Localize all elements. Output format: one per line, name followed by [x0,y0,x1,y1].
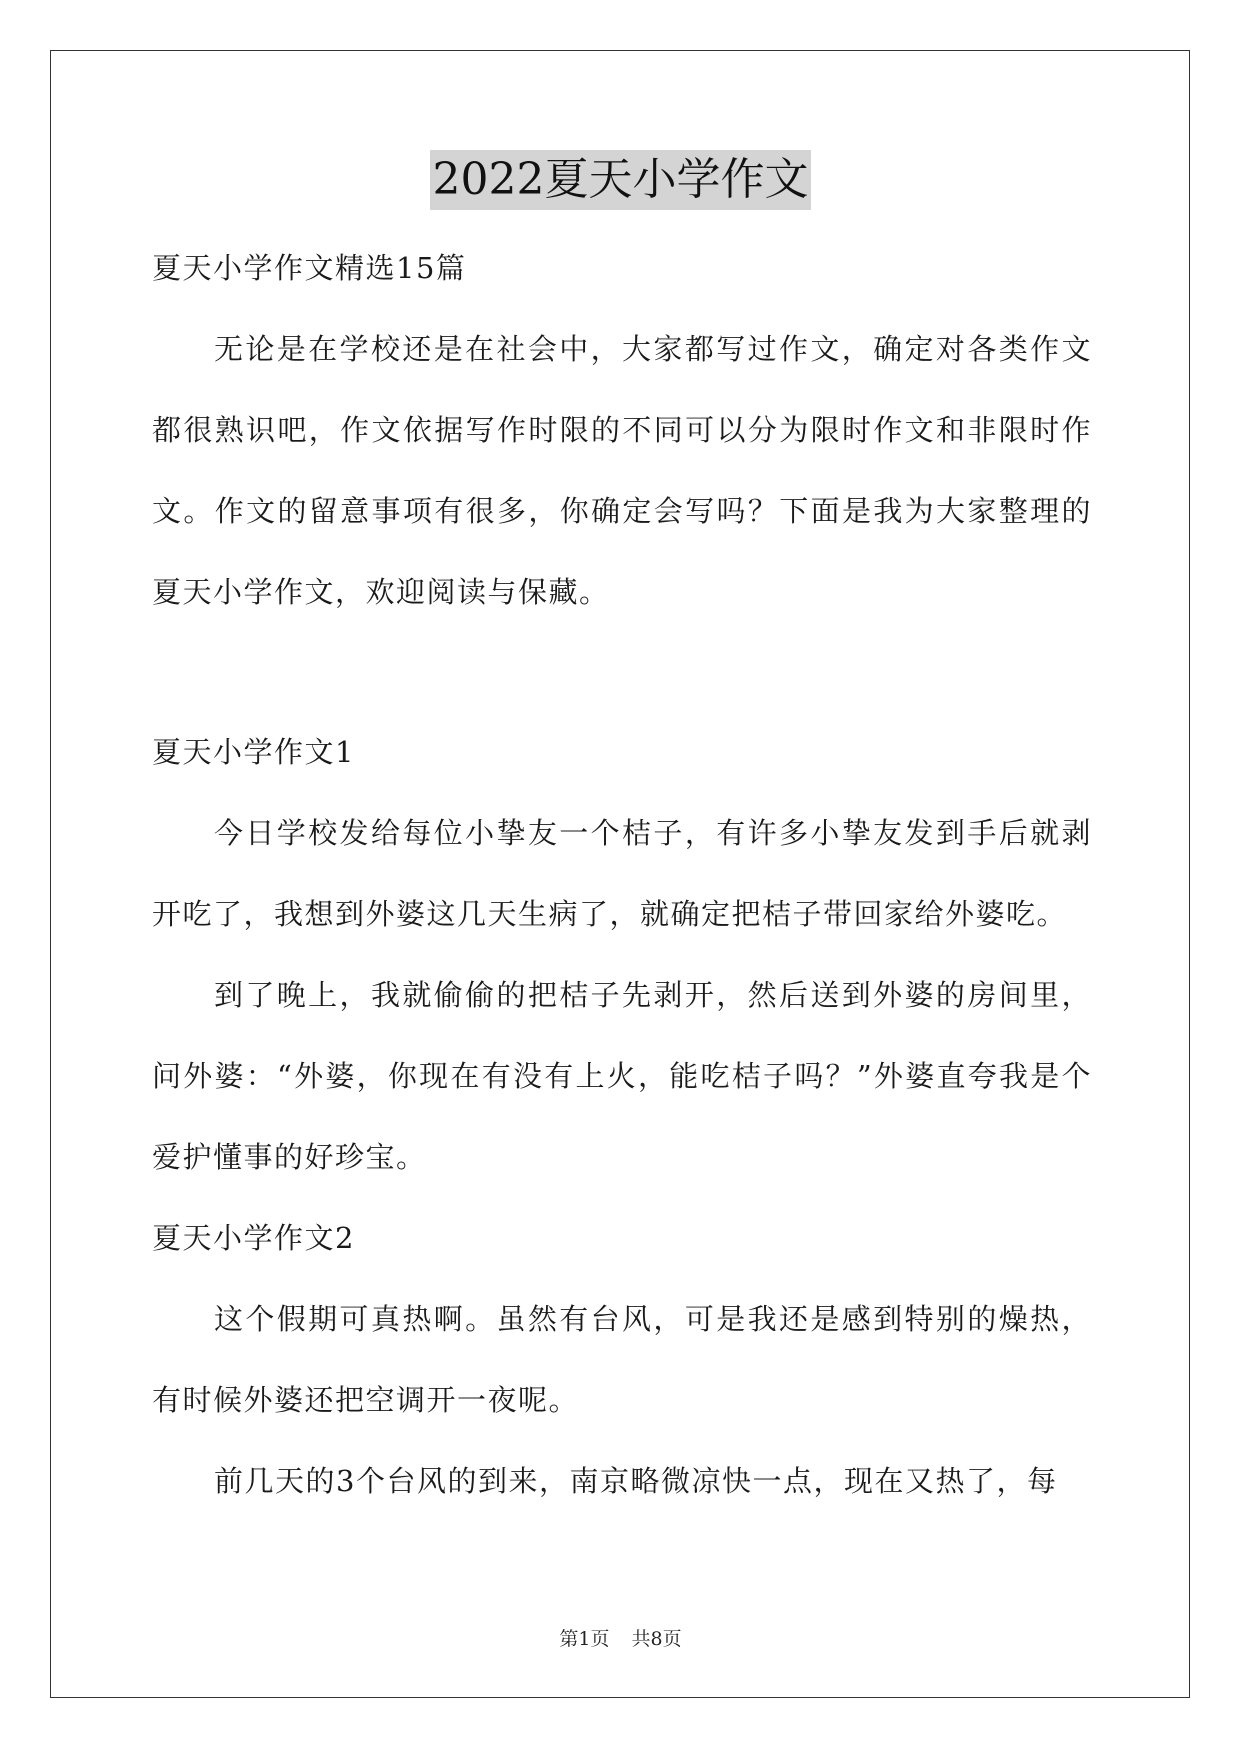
body-paragraph: 到了晚上，我就偷偷的把桔子先剥开，然后送到外婆的房间里，问外婆：“外婆，你现在有没有上火，能吃桔子吗？”外婆直夸我是个爱护懂事的好珍宝。 [152,978,1092,1174]
section-heading-2: 夏天小学作文2 [152,1221,355,1255]
subtitle-line: 夏天小学作文精选15篇 [152,251,467,285]
section-heading-1: 夏天小学作文1 [152,735,355,769]
body-paragraph: 前几天的3个台风的到来，南京略微凉快一点，现在又热了，每 [214,1464,1058,1498]
document-title: 2022夏天小学作文 [430,150,812,210]
page-number: 第1页 [559,1628,610,1650]
page-footer [0,1624,1241,1651]
title-container [0,150,1241,210]
page-total: 共8页 [631,1628,682,1650]
body-paragraph: 这个假期可真热啊。虽然有台风，可是我还是感到特别的燥热，有时候外婆还把空调开一夜呢。 [152,1302,1092,1417]
intro-paragraph: 无论是在学校还是在社会中，大家都写过作文，确定对各类作文都很熟识吧，作文依据写作时限的不同可以分为限时作文和非限时作文。作文的留意事项有很多，你确定会写吗？下面是我为大家整理的夏天小学作文，欢迎阅读与保藏。 [152,332,1092,609]
document-body [152,228,1092,1522]
body-paragraph: 今日学校发给每位小挚友一个桔子，有许多小挚友发到手后就剥开吃了，我想到外婆这几天生病了，就确定把桔子带回家给外婆吃。 [152,816,1092,931]
